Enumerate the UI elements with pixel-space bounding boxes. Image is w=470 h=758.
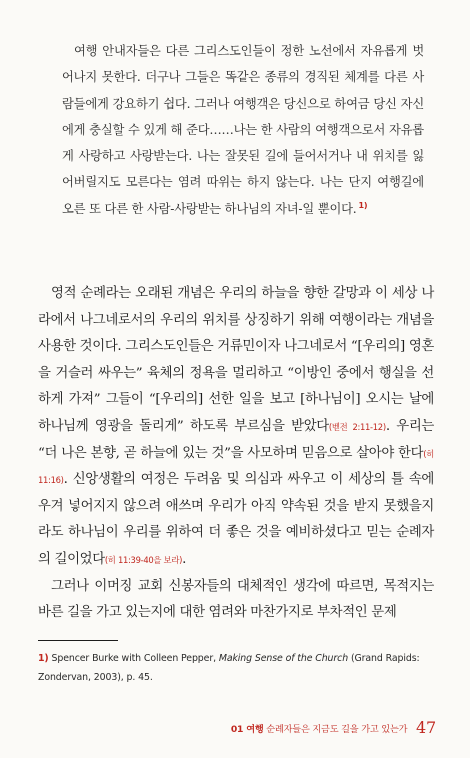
footnote-book-title: Making Sense of the Church [218,653,349,664]
footnote [38,649,438,687]
footnote-divider [38,640,118,641]
paragraph-text: . 신앙생활의 여정은 두려움 및 의심과 싸우고 이 세상의 틀 속에 우겨 넣어지지 않으려 애쓰며 우리가 아직 약속된 것을 받지 못했을지라도 하나님이 우리를 위하여 더 좋은 것을 예비하셨다고 믿는 순례자의 길이었다 [38,472,434,567]
running-title: 순례자들은 지금도 길을 가고 있는가 [266,724,408,735]
body-paragraph-2 [38,574,434,627]
scripture-citation: (히 11:16) [38,448,434,486]
running-footer [231,718,436,737]
paragraph-text: . [182,551,186,567]
footnote-reference[interactable]: 1) [358,200,368,210]
quote-paragraph [62,38,424,222]
footnote-number: 1) [38,653,49,664]
scripture-citation: (히 11:39-40을 보라) [104,554,183,565]
block-quote [62,38,424,222]
body-paragraph-1 [38,281,434,574]
scripture-citation: (벧전 2:11-12) [328,421,386,432]
paragraph-text: . 우리는 “더 나은 본향, 곧 하늘에 있는 것”을 사모하며 믿음으로 살아야 한다 [38,418,435,461]
paragraph-text: 영적 순례라는 오래된 개념은 우리의 하늘을 향한 갈망과 이 세상 나라에서 나그네로서의 우리의 위치를 상징하기 위해 여행이라는 개념을 사용한 것이다. 그리스도인들은 거류민이자 나그네로서 “[우리의] 영혼을 거슬러 싸우는” 육체의 정욕을 멀리하고 “이방인 중에서 행실을 선하게 가져” 그들이 “[우리의] 선한 일을 보고 [하나님이] 오시는 날에 하나님께 영광을 돌리게” 하도록 부르심을 받았다 [38,286,434,434]
quote-text: 여행 안내자들은 다른 그리스도인들이 정한 노선에서 자유롭게 벗어나지 못한다. 더구나 그들은 똑같은 종류의 경직된 체계를 다른 사람들에게 강요하기 쉽다. 그러나 여행객은 당신으로 하여금 당신 자신에게 충실할 수 있게 해 준다……나는 한 사람의 여행객으로서 자유롭게 사랑하고 사랑받는다. 나는 잘못된 길에 들어서거나 내 위치를 잃어버릴지도 모른다는 염려 따위는 하지 않는다. 나는 단지 여행길에 오른 또 다른 한 사람-사랑받는 하나님의 자녀-일 뿐이다. [62,44,424,216]
footnote-publication: (Grand Rapids: Zondervan, 2003), p. 45. [38,653,420,683]
chapter-label: 01 여행 [230,724,264,735]
footnote-authors: Spencer Burke with Colleen Pepper, [51,653,216,664]
body-text [38,281,434,627]
page-number: 47 [416,718,436,737]
paragraph-text: 그러나 이머징 교회 신봉자들의 대체적인 생각에 따르면, 목적지는 바른 길을 가고 있는지에 대한 염려와 마찬가지로 부차적인 문제 [38,578,434,621]
